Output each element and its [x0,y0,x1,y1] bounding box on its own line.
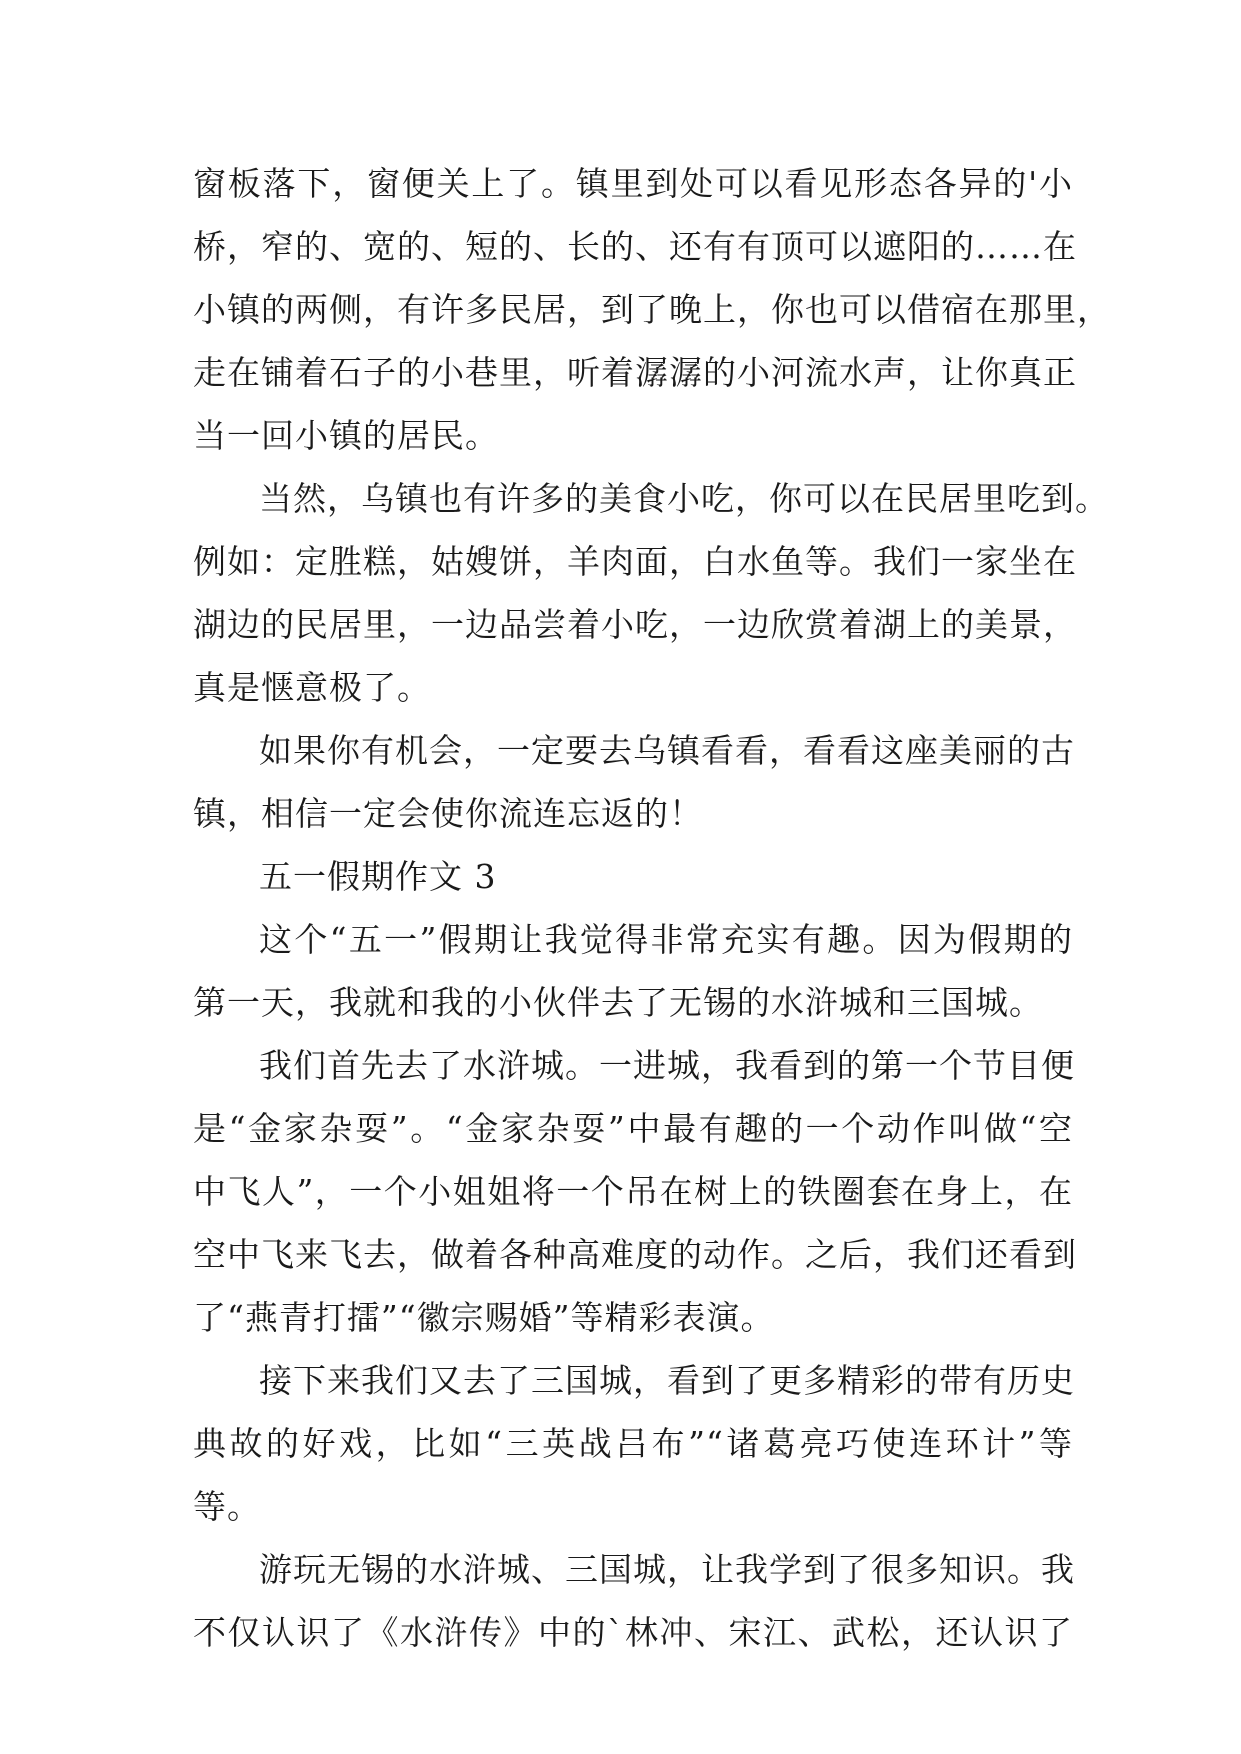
text-line: 空中飞来飞去，做着各种高难度的动作。之后，我们还看到 [193,1235,1077,1274]
text-line: 是“金家杂耍”。“金家杂耍”中最有趣的一个动作叫做“空 [193,1109,1073,1148]
section-heading: 五一假期作文 3 [259,857,497,896]
text-line: 第一天，我就和我的小伙伴去了无锡的水浒城和三国城。 [193,983,1043,1022]
paragraph-first-line: 如果你有机会，一定要去乌镇看看，看看这座美丽的古 [259,731,1075,770]
text-line: 走在铺着石子的小巷里，听着潺潺的小河流水声，让你真正 [193,353,1077,392]
text-line: 不仅认识了《水浒传》中的`林冲、宋江、武松，还认识了 [193,1613,1073,1652]
text-line: 当一回小镇的居民。 [193,416,499,455]
text-line: 等。 [193,1487,261,1526]
text-line: 典故的好戏，比如“三英战吕布”“诸葛亮巧使连环计”等 [193,1424,1073,1463]
paragraph-first-line: 我们首先去了水浒城。一进城，我看到的第一个节目便 [259,1046,1075,1085]
body-text [193,152,1111,1664]
text-line: 中飞人”，一个小姐姐将一个吊在树上的铁圈套在身上，在 [193,1172,1073,1211]
text-line: 桥，窄的、宽的、短的、长的、还有有顶可以遮阳的……在 [193,227,1077,266]
text-line: 窗板落下，窗便关上了。镇里到处可以看见形态各异的'小 [193,164,1073,203]
paragraph-first-line: 这个“五一”假期让我觉得非常充实有趣。因为假期的 [259,920,1073,959]
text-line: 镇，相信一定会使你流连忘返的！ [193,794,703,833]
text-line: 小镇的两侧，有许多民居，到了晚上，你也可以借宿在那里， [193,290,1111,329]
text-line: 例如：定胜糕，姑嫂饼，羊肉面，白水鱼等。我们一家坐在 [193,542,1077,581]
text-line: 湖边的民居里，一边品尝着小吃，一边欣赏着湖上的美景， [193,605,1077,644]
text-line: 真是惬意极了。 [193,668,431,707]
paragraph-first-line: 游玩无锡的水浒城、三国城，让我学到了很多知识。我 [259,1550,1075,1589]
text-line: 了“燕青打擂”“徽宗赐婚”等精彩表演。 [193,1298,775,1337]
paragraph-first-line: 当然，乌镇也有许多的美食小吃，你可以在民居里吃到。 [259,479,1109,518]
paragraph-first-line: 接下来我们又去了三国城，看到了更多精彩的带有历史 [259,1361,1075,1400]
